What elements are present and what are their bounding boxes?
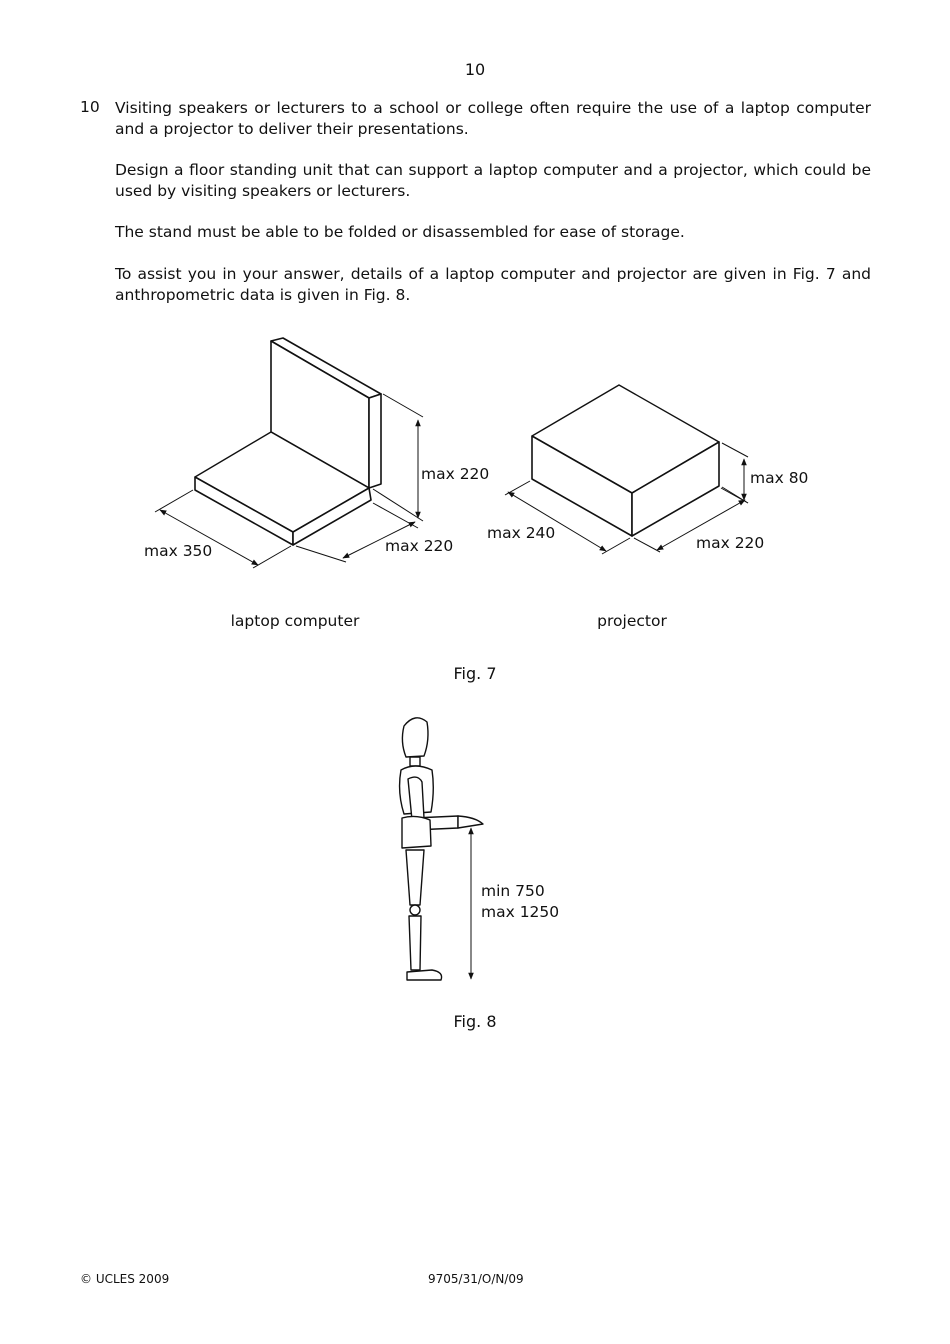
fig8-caption: Fig. 8 — [453, 1012, 497, 1031]
laptop-depth-label: max 220 — [385, 537, 454, 555]
question-paragraph-2: Design a floor standing unit that can support a laptop computer and a projector, which could be used by visiting speakers or lecturers. — [115, 161, 871, 200]
projector-depth-label: max 220 — [696, 534, 765, 552]
height-min-label: min 750 — [481, 882, 545, 900]
question-paragraph-1: Visiting speakers or lecturers to a school or college often require the use of a laptop computer and a projector to deliver their presentations. — [115, 99, 871, 138]
fig8-drawing — [0, 710, 950, 990]
question-paragraph-4: To assist you in your answer, details of a laptop computer and projector are given in Fig. 7 and anthropometric data is given in Fig. 8. — [115, 265, 871, 304]
fig7-caption: Fig. 7 — [453, 664, 497, 683]
laptop-height-label: max 220 — [421, 465, 490, 483]
laptop-width-label: max 350 — [144, 542, 213, 560]
mannequin-figure — [400, 718, 483, 980]
page-number: 10 — [464, 60, 486, 79]
laptop-caption-label: laptop computer — [230, 612, 360, 630]
projector-caption-label: projector — [597, 612, 667, 630]
question-number: 10 — [80, 98, 100, 116]
laptop-illustration — [195, 338, 381, 545]
footer-copyright: © UCLES 2009 — [80, 1272, 170, 1286]
fig7-drawing — [0, 330, 950, 640]
question-paragraph-3: The stand must be able to be folded or disassembled for ease of storage. — [115, 223, 685, 241]
projector-length-label: max 240 — [487, 524, 556, 542]
projector-illustration — [532, 385, 719, 536]
height-max-label: max 1250 — [481, 903, 560, 921]
projector-height-label: max 80 — [750, 469, 809, 487]
footer-code: 9705/31/O/N/09 — [428, 1272, 524, 1286]
